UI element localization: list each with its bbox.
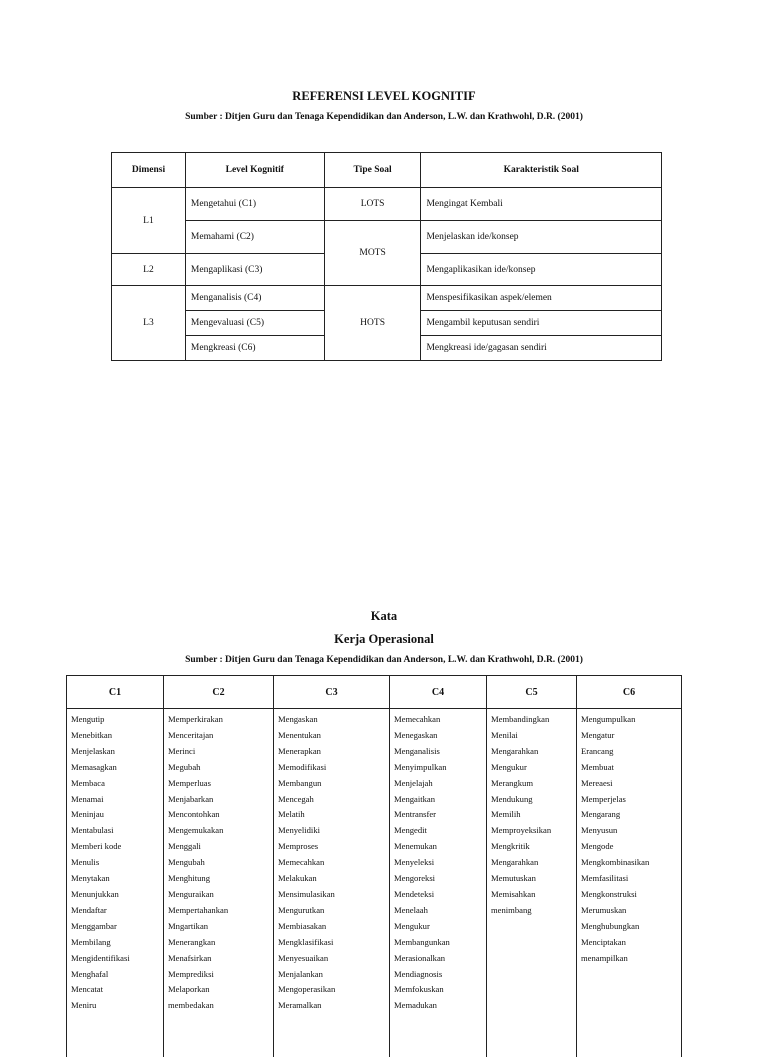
verb-item: Memodifikasi	[278, 760, 385, 776]
column-header: C6	[577, 676, 682, 709]
verb-item: Mengukur	[491, 760, 572, 776]
verb-item: Mengaskan	[278, 712, 385, 728]
verb-item: Menjabarkan	[168, 792, 269, 808]
column-header: Dimensi	[112, 153, 186, 188]
characteristic-cell: Mengkreasi ide/gagasan sendiri	[421, 336, 662, 361]
verb-item: Mentabulasi	[71, 823, 159, 839]
verb-item: Menyeleksi	[394, 855, 482, 871]
verb-item: Merinci	[168, 744, 269, 760]
page-title: REFERENSI LEVEL KOGNITIF	[0, 89, 768, 104]
verb-item: Melatih	[278, 807, 385, 823]
verb-item: menampilkan	[581, 951, 677, 967]
verb-item: Menamai	[71, 792, 159, 808]
verb-item: Mendiagnosis	[394, 967, 482, 983]
verb-item: menimbang	[491, 903, 572, 919]
verb-item: Memproyeksikan	[491, 823, 572, 839]
verb-item: Merangkum	[491, 776, 572, 792]
verb-item: Merasionalkan	[394, 951, 482, 967]
verb-list-c6	[577, 709, 682, 1057]
characteristic-cell: Menspesifikasikan aspek/elemen	[421, 286, 662, 311]
verb-item: Menentukan	[278, 728, 385, 744]
verb-item: Mengumpulkan	[581, 712, 677, 728]
verb-item: Menegaskan	[394, 728, 482, 744]
verb-item: Membangun	[278, 776, 385, 792]
table-header-row	[67, 676, 682, 709]
verb-item: Menyelidiki	[278, 823, 385, 839]
verb-item: Melakukan	[278, 871, 385, 887]
level-cell: Menganalisis (C4)	[185, 286, 324, 311]
column-header: C1	[67, 676, 164, 709]
table-header-row	[112, 153, 662, 188]
column-header: Tipe Soal	[324, 153, 421, 188]
dimension-cell: L1	[112, 188, 186, 254]
verb-item: Memperluas	[168, 776, 269, 792]
verb-item: Membuat	[581, 760, 677, 776]
verb-item: Membaca	[71, 776, 159, 792]
verb-item: Memberi kode	[71, 839, 159, 855]
column-header: C5	[487, 676, 577, 709]
verb-item: Memasagkan	[71, 760, 159, 776]
verb-item: Memfasilitasi	[581, 871, 677, 887]
verb-item: Memadukan	[394, 998, 482, 1014]
column-header: C4	[390, 676, 487, 709]
verb-item: Menunjukkan	[71, 887, 159, 903]
column-header: Karakteristik Soal	[421, 153, 662, 188]
verb-item: Mngartikan	[168, 919, 269, 935]
table-row	[112, 286, 662, 311]
verb-item: Menceritajan	[168, 728, 269, 744]
characteristic-cell: Mengingat Kembali	[421, 188, 662, 221]
verb-item: Mengemukakan	[168, 823, 269, 839]
verb-item: Mempertahankan	[168, 903, 269, 919]
verb-item: Mensimulasikan	[278, 887, 385, 903]
section-title-line2: Kerja Operasional	[0, 632, 768, 647]
verb-item: Menghitung	[168, 871, 269, 887]
verb-item: Menulis	[71, 855, 159, 871]
verb-item: Mengode	[581, 839, 677, 855]
verb-list-c2	[164, 709, 274, 1057]
verb-item: Mereaesi	[581, 776, 677, 792]
verb-item: Menyimpulkan	[394, 760, 482, 776]
verb-list-c1	[67, 709, 164, 1057]
verb-item: Menjelaskan	[71, 744, 159, 760]
question-type-cell: LOTS	[324, 188, 421, 221]
verb-item: Mengkritik	[491, 839, 572, 855]
verb-item: Menytakan	[71, 871, 159, 887]
verb-item: Mengarang	[581, 807, 677, 823]
verb-item: Mendeteksi	[394, 887, 482, 903]
verb-item: Meniru	[71, 998, 159, 1014]
level-cell: Mengetahui (C1)	[185, 188, 324, 221]
verb-item: Mengkombinasikan	[581, 855, 677, 871]
verb-item: Membandingkan	[491, 712, 572, 728]
verb-item: Mengarahkan	[491, 744, 572, 760]
verb-item: Mentransfer	[394, 807, 482, 823]
characteristic-cell: Mengaplikasikan ide/konsep	[421, 254, 662, 286]
level-cell: Mengevaluasi (C5)	[185, 311, 324, 336]
verb-list-c5	[487, 709, 577, 1057]
verb-item: Menerapkan	[278, 744, 385, 760]
verb-item: Mendukung	[491, 792, 572, 808]
verb-list-c3	[274, 709, 390, 1057]
verb-item: Menciptakan	[581, 935, 677, 951]
level-cell: Mengkreasi (C6)	[185, 336, 324, 361]
verb-item: Memprediksi	[168, 967, 269, 983]
characteristic-cell: Menjelaskan ide/konsep	[421, 221, 662, 254]
dimension-cell: L2	[112, 254, 186, 286]
verb-item: Meramalkan	[278, 998, 385, 1014]
verb-item: Menemukan	[394, 839, 482, 855]
verb-item: Menyusun	[581, 823, 677, 839]
source-citation: Sumber : Ditjen Guru dan Tenaga Kependidikan dan Anderson, L.W. dan Krathwohl, D.R. (2001)	[0, 655, 768, 665]
verb-item: Mendaftar	[71, 903, 159, 919]
table-row	[112, 221, 662, 254]
verb-item: Menelaah	[394, 903, 482, 919]
verb-item: Menggali	[168, 839, 269, 855]
source-citation: Sumber : Ditjen Guru dan Tenaga Kependidikan dan Anderson, L.W. dan Krathwohl, D.R. (2001)	[0, 112, 768, 122]
verb-item: Melaporkan	[168, 982, 269, 998]
verb-item: Menjelajah	[394, 776, 482, 792]
level-cell: Memahami (C2)	[185, 221, 324, 254]
verb-item: Mengatur	[581, 728, 677, 744]
operational-verbs-table	[66, 675, 682, 1057]
level-cell: Mengaplikasi (C3)	[185, 254, 324, 286]
verb-item: Mengidentifikasi	[71, 951, 159, 967]
verb-item: Menghafal	[71, 967, 159, 983]
verb-item: Mengoreksi	[394, 871, 482, 887]
table-row	[112, 188, 662, 221]
verb-item: Menyesuaikan	[278, 951, 385, 967]
verb-item: Menguraikan	[168, 887, 269, 903]
verb-item: Mencontohkan	[168, 807, 269, 823]
verb-item: Mengoperasikan	[278, 982, 385, 998]
verb-item: Menjalankan	[278, 967, 385, 983]
verb-item: Meninjau	[71, 807, 159, 823]
verb-item: Mengkonstruksi	[581, 887, 677, 903]
verb-item: Memfokuskan	[394, 982, 482, 998]
verb-item: Mencegah	[278, 792, 385, 808]
verb-item: Memproses	[278, 839, 385, 855]
verb-list-c4	[390, 709, 487, 1057]
verb-item: Mengurutkan	[278, 903, 385, 919]
verb-item: Menggambar	[71, 919, 159, 935]
verb-item: Menerangkan	[168, 935, 269, 951]
verb-item: Mengubah	[168, 855, 269, 871]
section-title-line1: Kata	[0, 609, 768, 624]
verb-item: Mengaitkan	[394, 792, 482, 808]
verb-item: Mengarahkan	[491, 855, 572, 871]
characteristic-cell: Mengambil keputusan sendiri	[421, 311, 662, 336]
column-header: C2	[164, 676, 274, 709]
verb-item: Memutuskan	[491, 871, 572, 887]
verb-item: Membangunkan	[394, 935, 482, 951]
verb-item: Memperkirakan	[168, 712, 269, 728]
verb-item: Membilang	[71, 935, 159, 951]
verb-item: Memisahkan	[491, 887, 572, 903]
verb-item: Menganalisis	[394, 744, 482, 760]
verb-item: Mengukur	[394, 919, 482, 935]
verb-item: membedakan	[168, 998, 269, 1014]
verb-item: Menilai	[491, 728, 572, 744]
dimension-cell: L3	[112, 286, 186, 361]
verb-item: Memilih	[491, 807, 572, 823]
verb-item: Mencatat	[71, 982, 159, 998]
verb-item: Erancang	[581, 744, 677, 760]
verb-item: Mengutip	[71, 712, 159, 728]
question-type-cell: MOTS	[324, 221, 421, 286]
verbs-row	[67, 709, 682, 1057]
verb-item: Membiasakan	[278, 919, 385, 935]
verb-item: Mengedit	[394, 823, 482, 839]
column-header: Level Kognitif	[185, 153, 324, 188]
verb-item: Menafsirkan	[168, 951, 269, 967]
verb-item: Menghubungkan	[581, 919, 677, 935]
question-type-cell: HOTS	[324, 286, 421, 361]
verb-item: Merumuskan	[581, 903, 677, 919]
cognitive-level-table	[111, 152, 662, 361]
column-header: C3	[274, 676, 390, 709]
verb-item: Memecahkan	[278, 855, 385, 871]
verb-item: Memecahkan	[394, 712, 482, 728]
verb-item: Mengklasifikasi	[278, 935, 385, 951]
verb-item: Menebitkan	[71, 728, 159, 744]
verb-item: Megubah	[168, 760, 269, 776]
verb-item: Memperjelas	[581, 792, 677, 808]
